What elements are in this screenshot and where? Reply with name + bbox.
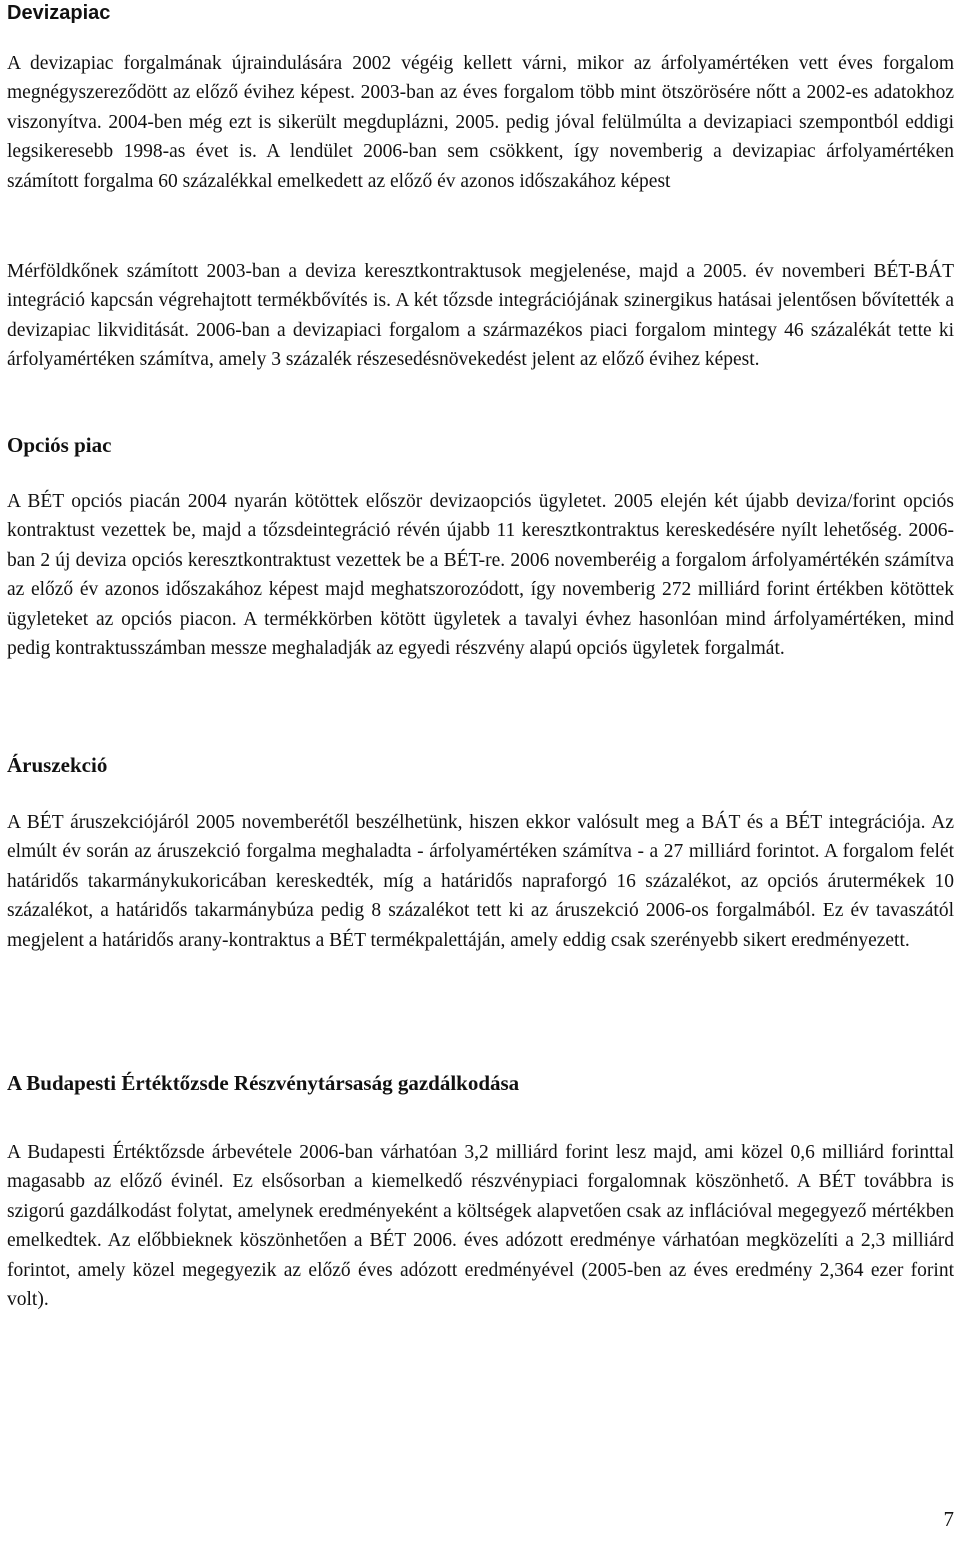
section-heading-opcios-piac: Opciós piac (7, 433, 112, 457)
paragraph-devizapiac-2: Mérföldkőnek számított 2003-ban a deviza keresztkontraktusok megjelenése, majd a 2005. év novemberi BÉT-BÁT integráció kapcsán végrehajtott termékbővítés is. A két tőzsde integrációjának szinergikus hatásai jelentősen bővítették a devizapiac likviditását. 2006-ban a devizapiaci forgalom a származékos piaci forgalom mintegy 46 százalékát tette ki árfolyamértéken számítva, amely 3 százalék részesedésnövekedést jelent az előző évihez képest. (7, 261, 954, 371)
section-heading-devizapiac: Devizapiac (7, 2, 111, 24)
page-number: 7 (943, 1507, 954, 1531)
section-heading-bet-gazdalkodasa: A Budapesti Értéktőzsde Részvénytársaság gazdálkodása (7, 1071, 520, 1095)
paragraph-devizapiac-1: A devizapiac forgalmának újraindulására 2002 végéig kellett várni, mikor az árfolyamértéken vett éves forgalom megnégyszereződött az előző évihez képest. 2003-ban az éves forgalom több mint ötszörösére nőtt a 2002-es adatokhoz viszonyítva. 2004-ben még ezt is sikerült megduplázni, 2005. pedig jóval felülmúlta a devizapiaci szempontból eddigi legsikeresebb 1998-as évet is. A lendület 2006-ban sem csökkent, így novemberig a devizapiac árfolyamértéken számított forgalma 60 százalékkal emelkedett az előző év azonos időszakához képest (7, 53, 954, 192)
paragraph-bet-gazdalkodasa: A Budapesti Értéktőzsde árbevétele 2006-ban várhatóan 3,2 milliárd forint lesz majd, ami közel 0,6 milliárd forinttal magasabb az előző évinél. Ez elsősorban a kiemelkedő részvénypiaci forgalomnak köszönhető. A BÉT továbbra is szigorú gazdálkodást folytat, amelynek eredményeként a költségek alapvetően csak az inflációval megegyező mértékben emelkedtek. Az előbbieknek köszönhetően a BÉT 2006. éves adózott eredménye várhatóan megközelíti a 2,3 milliárd forintot, amely közel megegyezik az előző éves adózott eredményével (2005-ben az éves eredmény 2,364 ezer forint volt). (7, 1142, 954, 1311)
paragraph-opcios-piac: A BÉT opciós piacán 2004 nyarán kötöttek először devizaopciós ügyletet. 2005 elején két újabb deviza/forint opciós kontraktust vezettek be, majd a tőzsdeintegráció révén újabb 11 keresztkontraktus kereskedésére nyílt lehetőség. 2006-ban 2 új deviza opciós keresztkontraktust vezettek be a BÉT-re. 2006 novemberéig a forgalom árfolyamértékén számítva az előző év azonos időszakához képest majd meghatszorozódott, így novemberig 272 milliárd forint értékben kötöttek ügyleteket az opciós piacon. A termékkörben kötött ügyletek a tavalyi évhez hasonlóan mind árfolyamértéken, mind pedig kontraktusszámban messze meghaladják az egyedi részvény alapú opciós ügyletek forgalmát. (7, 491, 954, 660)
section-heading-aruszekcio: Áruszekció (7, 753, 108, 777)
paragraph-aruszekcio: A BÉT áruszekciójáról 2005 novemberétől beszélhetünk, hiszen ekkor valósult meg a BÁT és a BÉT integrációja. Az elmúlt év során az áruszekció forgalma meghaladta - árfolyamértéken számítva - a 27 milliárd forintot. A forgalom felét határidős takarmánykukoricában kereskedték, míg a határidős napraforgó 16 százalékot, az opciós árutermékek 10 százalékot, a határidős takarmánybúza pedig 8 százalékot tett ki az áruszekció 2006-os forgalmából. Ez év tavaszától megjelent a határidős arany-kontraktus a BÉT termékpalettáján, amely eddig csak szerényebb sikert eredményezett. (7, 812, 954, 951)
